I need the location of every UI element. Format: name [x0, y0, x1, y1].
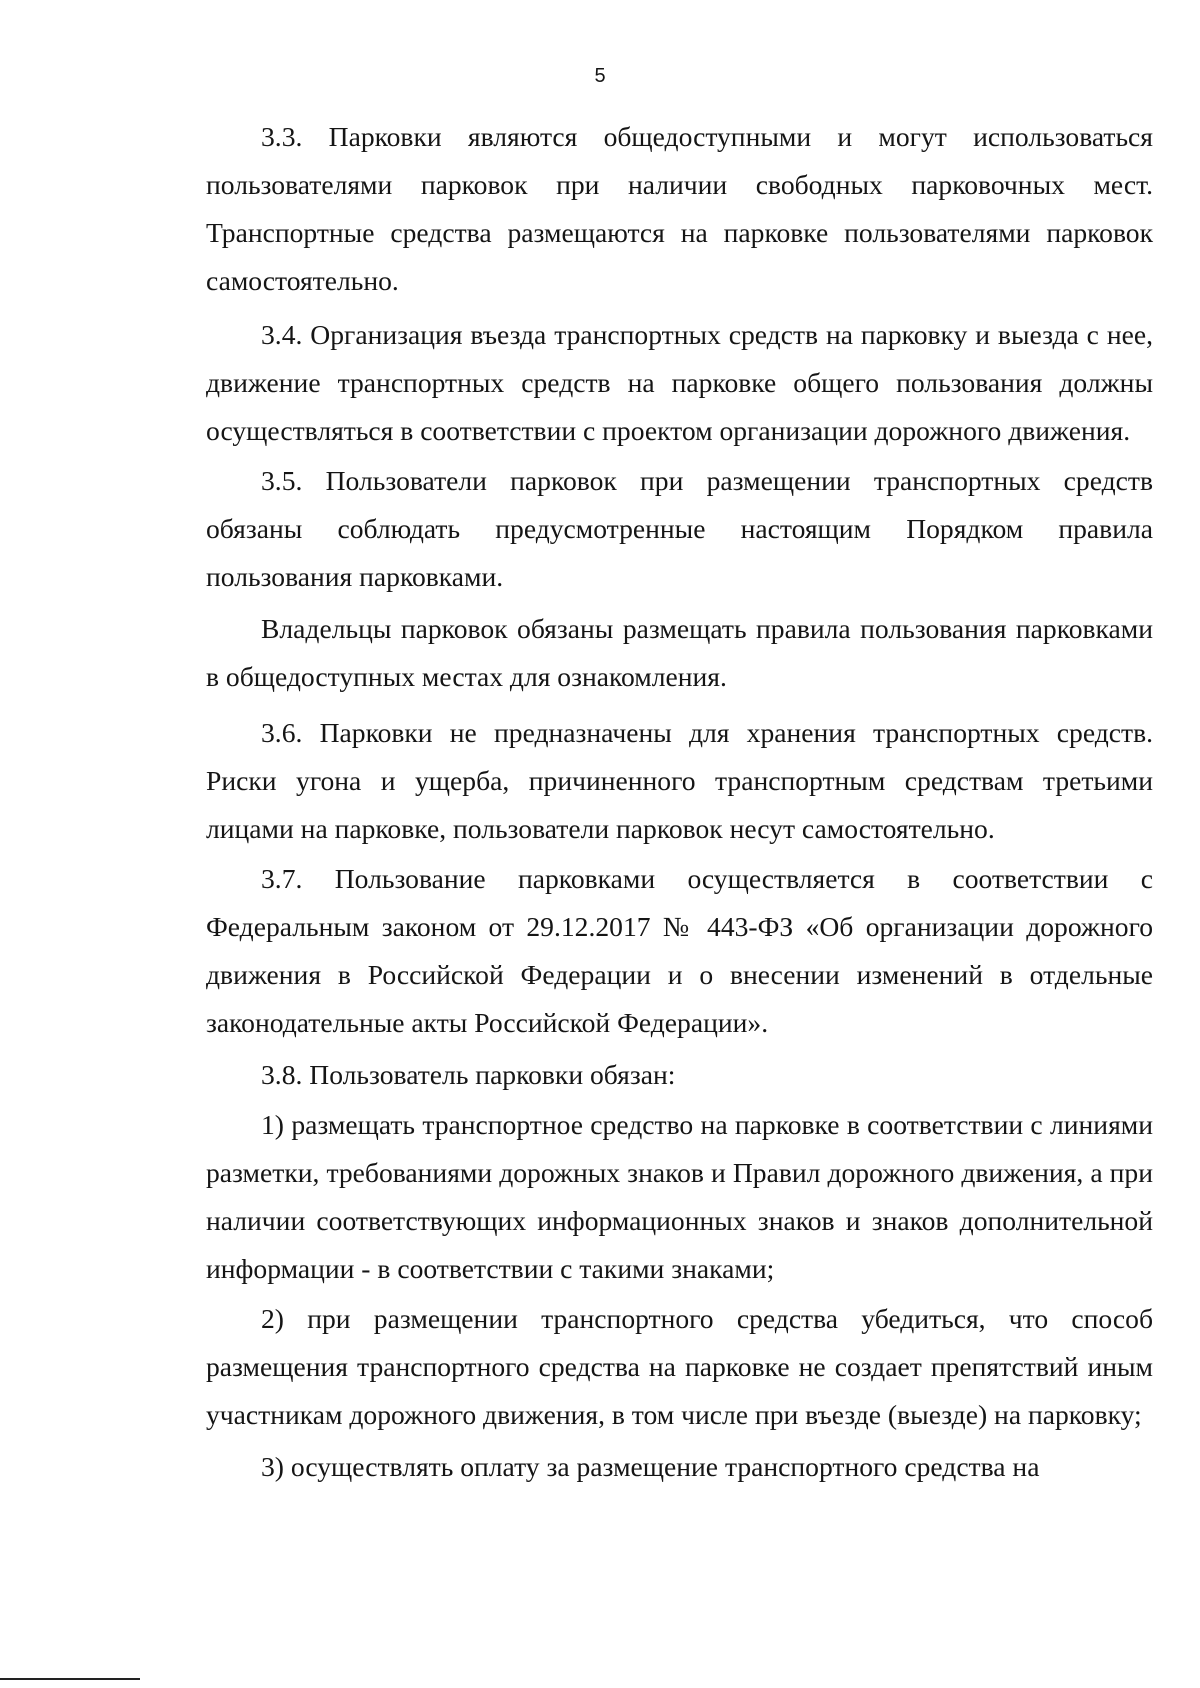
paragraph-3-4: 3.4. Организация въезда транспортных средств на парковку и выезда с нее, движение транспортных средств на парковке общего пользования должны осуществляться в соответствии с проектом организации дорожного движения.	[206, 319, 1153, 446]
page-number: 5	[594, 65, 606, 87]
paragraph-3-8: 3.8. Пользователь парковки обязан:	[261, 1059, 676, 1090]
paragraph-3-3: 3.3. Парковки являются общедоступными и могут использоваться пользователями парковок при наличии свободных парковочных мест. Транспортные средства размещаются на парковке пользователями парковок самостоятельно.	[206, 121, 1153, 296]
paragraph-3-6: 3.6. Парковки не предназначены для хранения транспортных средств. Риски угона и ущерба, причиненного транспортным средствам третьими лицами на парковке, пользователи парковок несут самостоятельно.	[206, 717, 1153, 844]
footnote-divider	[0, 1678, 140, 1680]
paragraph-3-7: 3.7. Пользование парковками осуществляется в соответствии с Федеральным законом от 29.12.2017 № 443-ФЗ «Об организации дорожного движения в Российской Федерации и о внесении изменений в отдельные законодательные акты Российской Федерации».	[206, 863, 1153, 1038]
document-body	[206, 113, 1153, 1499]
list-item-1: 1) размещать транспортное средство на парковке в соответствии с линиями разметки, требованиями дорожных знаков и Правил дорожного движения, а при наличии соответствующих информационных знаков и знаков дополнительной информации - в соответствии с такими знаками;	[206, 1109, 1153, 1284]
list-item-2: 2) при размещении транспортного средства убедиться, что способ размещения транспортного средства на парковке не создает препятствий иным участникам дорожного движения, в том числе при въезде (выезде) на парковку;	[206, 1303, 1153, 1430]
paragraph-3-5: 3.5. Пользователи парковок при размещении транспортных средств обязаны соблюдать предусмотренные настоящим Порядком правила пользования парковками.	[206, 465, 1153, 592]
paragraph-owners: Владельцы парковок обязаны размещать правила пользования парковками в общедоступных местах для ознакомления.	[206, 613, 1153, 692]
list-item-3: 3) осуществлять оплату за размещение транспортного средства на	[261, 1451, 1040, 1482]
